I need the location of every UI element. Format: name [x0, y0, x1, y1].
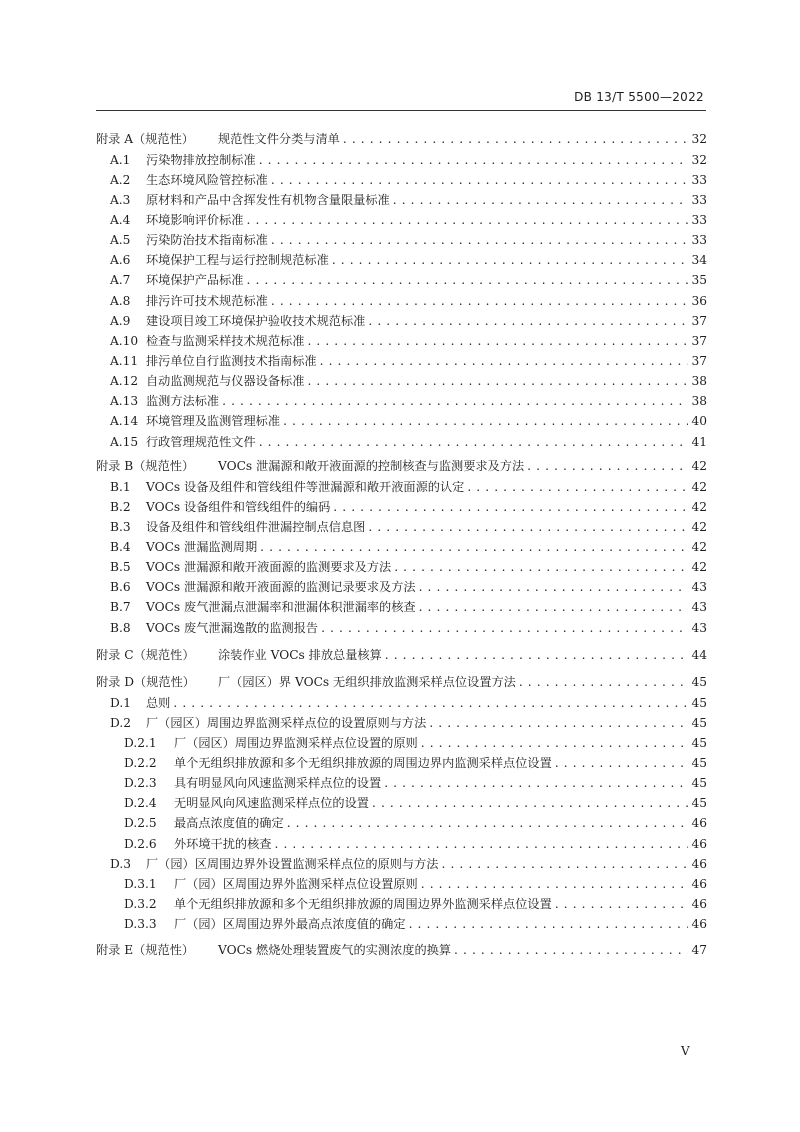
toc-entry-number: D.1	[110, 696, 131, 710]
toc-entry-number: A.4	[110, 213, 131, 227]
toc-entry-page: 47	[691, 943, 707, 957]
toc-leader-dots	[307, 371, 688, 391]
toc-entry-title: 原材料和产品中含挥发性有机物含量限量标准	[146, 193, 390, 207]
toc-entry[interactable]	[110, 597, 707, 617]
toc-entry-page: 35	[691, 273, 707, 287]
toc-entry-title: 自动监测规范与仪器设备标准	[146, 374, 305, 388]
toc-leader-dots	[307, 331, 688, 351]
toc-entry-title: 污染防治技术指南标准	[146, 233, 268, 247]
toc-entry-number: D.2.5	[124, 816, 157, 830]
toc-entry[interactable]	[124, 834, 707, 854]
toc-entry-number: 附录 A（规范性）	[96, 132, 194, 146]
toc-entry-page: 42	[691, 480, 707, 494]
toc-entry-number: D.3.1	[124, 877, 157, 891]
toc-entry-number: A.2	[110, 173, 131, 187]
toc-leader-dots	[332, 250, 688, 270]
toc-entry-number: D.3.2	[124, 897, 157, 911]
toc-entry-title: 排污单位自行监测技术指南标准	[146, 354, 317, 368]
toc-entry[interactable]	[110, 557, 707, 577]
toc-entry-title: VOCs 废气泄漏逸散的监测报告	[146, 621, 319, 635]
toc-entry-title: 涂装作业 VOCs 排放总量核算	[218, 648, 382, 662]
toc-entry-title: VOCs 泄漏监测周期	[146, 540, 258, 554]
toc-entry-number: B.4	[110, 540, 131, 554]
toc-entry-title: 具有明显风向风速监测采样点位的设置	[174, 776, 382, 790]
toc-entry-title: 设备及组件和管线组件泄漏控制点信息图	[146, 520, 366, 534]
toc-leader-dots	[555, 753, 688, 773]
toc-entry-number: D.3.3	[124, 917, 157, 931]
toc-entry-title: 厂（园）区周围边界外设置监测采样点位的原则与方法	[146, 857, 439, 871]
toc-entry-number: D.3	[110, 857, 131, 871]
toc-entry-page: 33	[691, 193, 707, 207]
toc-entry[interactable]	[110, 693, 707, 713]
toc-entry-title: 厂（园）区周围边界外监测采样点位设置原则	[174, 877, 418, 891]
toc-entry-number: A.7	[110, 273, 131, 287]
toc-entry[interactable]	[110, 391, 707, 411]
toc-entry[interactable]	[110, 331, 707, 351]
toc-entry-page: 42	[691, 520, 707, 534]
toc-entry-title: 总则	[146, 696, 171, 710]
toc-entry-page: 43	[691, 600, 707, 614]
toc-entry-number: B.3	[110, 520, 131, 534]
toc-leader-dots	[429, 713, 688, 733]
toc-entry-number: A.10	[110, 334, 139, 348]
toc-leader-dots	[247, 270, 689, 290]
toc-entry[interactable]	[124, 753, 707, 773]
toc-entry[interactable]	[110, 713, 707, 733]
toc-entry[interactable]	[110, 230, 707, 250]
toc-entry[interactable]	[110, 411, 707, 431]
toc-entry[interactable]	[110, 477, 707, 497]
toc-entry-title: 环境管理及监测管理标准	[146, 414, 281, 428]
toc-entry[interactable]	[110, 351, 707, 371]
toc-entry-number: D.2.6	[124, 837, 157, 851]
toc-leader-dots	[320, 351, 688, 371]
toc-entry-number: A.11	[110, 354, 139, 368]
toc-leader-dots	[442, 854, 689, 874]
toc-entry-title: 外环境干扰的核查	[174, 837, 272, 851]
toc-entry-title: 环境保护工程与运行控制规范标准	[146, 253, 329, 267]
toc-entry-title: VOCs 泄漏源和敞开液面源的监测要求及方法	[146, 560, 392, 574]
toc-entry-title: 行政管理规范性文件	[146, 435, 256, 449]
toc-entry[interactable]	[96, 456, 707, 476]
toc-entry-title: 生态环境风险管控标准	[146, 173, 268, 187]
toc-entry-page: 44	[691, 648, 707, 662]
toc-entry-page: 46	[691, 877, 707, 891]
toc-leader-dots	[271, 291, 688, 311]
toc-entry-number: B.5	[110, 560, 131, 574]
toc-entry-page: 43	[691, 580, 707, 594]
toc-entry-number: D.2.4	[124, 796, 157, 810]
toc-entry[interactable]	[110, 291, 707, 311]
toc-entry[interactable]	[110, 371, 707, 391]
toc-entry-title: 环境影响评价标准	[146, 213, 244, 227]
toc-entry-number: 附录 B（规范性）	[96, 459, 195, 473]
toc-entry[interactable]	[110, 190, 707, 210]
toc-entry-page: 37	[691, 334, 707, 348]
toc-leader-dots	[519, 672, 688, 692]
toc-entry-page: 42	[691, 560, 707, 574]
toc-leader-dots	[419, 597, 688, 617]
toc-leader-dots	[372, 793, 688, 813]
toc-leader-dots	[421, 733, 688, 753]
toc-entry-title: VOCs 燃烧处理装置废气的实测浓度的换算	[218, 943, 452, 957]
toc-entry[interactable]	[110, 150, 707, 170]
toc-entry-number: A.12	[110, 374, 139, 388]
toc-entry-number: B.1	[110, 480, 131, 494]
toc-entry-title: 排污许可技术规范标准	[146, 294, 268, 308]
toc-leader-dots	[333, 497, 688, 517]
toc-leader-dots	[467, 477, 688, 497]
toc-entry[interactable]	[96, 645, 707, 665]
toc-entry-page: 45	[691, 716, 707, 730]
toc-leader-dots	[259, 150, 688, 170]
toc-leader-dots	[393, 190, 688, 210]
toc-entry[interactable]	[124, 793, 707, 813]
toc-entry-page: 32	[691, 153, 707, 167]
toc-entry-page: 45	[691, 696, 707, 710]
toc-entry[interactable]	[96, 940, 707, 960]
toc-entry-number: D.2	[110, 716, 131, 730]
toc-entry-title: 最高点浓度值的确定	[174, 816, 284, 830]
toc-leader-dots	[555, 894, 688, 914]
toc-entry-number: B.6	[110, 580, 131, 594]
toc-entry-title: 厂（园区）周围边界监测采样点位设置的原则	[174, 736, 418, 750]
toc-entry-page: 42	[691, 459, 707, 473]
toc-leader-dots	[173, 693, 688, 713]
toc-leader-dots	[222, 391, 688, 411]
toc-entry-page: 45	[691, 796, 707, 810]
toc-leader-dots	[283, 411, 688, 431]
toc-entry-page: 45	[691, 756, 707, 770]
toc-entry[interactable]	[96, 672, 707, 692]
toc-entry-page: 34	[691, 253, 707, 267]
toc-entry-number: D.2.2	[124, 756, 157, 770]
toc-entry-page: 46	[691, 837, 707, 851]
toc-leader-dots	[527, 456, 688, 476]
toc-entry-page: 36	[691, 294, 707, 308]
toc-entry-page: 45	[691, 675, 707, 689]
toc-entry-number: B.2	[110, 500, 131, 514]
toc-entry[interactable]	[110, 432, 707, 452]
toc-entry-title: 检查与监测采样技术规范标准	[146, 334, 305, 348]
toc-entry-title: 污染物排放控制标准	[146, 153, 256, 167]
toc-entry-page: 45	[691, 776, 707, 790]
toc-entry-title: VOCs 设备组件和管线组件的编码	[146, 500, 331, 514]
toc-leader-dots	[419, 577, 688, 597]
toc-entry-number: D.2.1	[124, 736, 157, 750]
toc-entry-page: 40	[691, 414, 707, 428]
toc-entry[interactable]	[110, 497, 707, 517]
toc-entry[interactable]	[110, 517, 707, 537]
toc-entry-page: 33	[691, 233, 707, 247]
toc-entry-number: A.1	[110, 153, 131, 167]
toc-entry-number: B.7	[110, 600, 131, 614]
toc-leader-dots	[394, 557, 688, 577]
toc-entry[interactable]	[124, 813, 707, 833]
toc-entry-title: 建设项目竣工环境保护验收技术规范标准	[146, 314, 366, 328]
toc-leader-dots	[454, 940, 688, 960]
toc-entry[interactable]	[110, 311, 707, 331]
toc-leader-dots	[421, 874, 688, 894]
toc-entry-page: 45	[691, 736, 707, 750]
toc-entry-title: 环境保护产品标准	[146, 273, 244, 287]
toc-entry-title: VOCs 泄漏源和敞开液面源的监测记录要求及方法	[146, 580, 416, 594]
toc-entry-page: 46	[691, 897, 707, 911]
toc-leader-dots	[321, 618, 688, 638]
toc-entry[interactable]	[110, 210, 707, 230]
toc-leader-dots	[409, 914, 688, 934]
toc-entry[interactable]	[124, 914, 707, 934]
toc-entry-number: A.14	[110, 414, 139, 428]
toc-leader-dots	[260, 537, 688, 557]
toc-leader-dots	[368, 517, 688, 537]
toc-entry[interactable]	[110, 250, 707, 270]
toc-entry-number: A.5	[110, 233, 131, 247]
toc-leader-dots	[271, 170, 688, 190]
toc-entry-page: 43	[691, 621, 707, 635]
toc-entry-title: 厂（园区）周围边界监测采样点位的设置原则与方法	[146, 716, 427, 730]
toc-leader-dots	[368, 311, 688, 331]
toc-entry-number: B.8	[110, 621, 131, 635]
document-id: DB 13/T 5500—2022	[574, 90, 704, 104]
toc-entry-number: 附录 D（规范性）	[96, 675, 195, 689]
toc-entry[interactable]	[110, 537, 707, 557]
toc-entry-page: 32	[691, 132, 707, 146]
toc-entry[interactable]	[124, 773, 707, 793]
toc-leader-dots	[287, 813, 688, 833]
toc-entry-number: A.6	[110, 253, 131, 267]
toc-entry-title: 单个无组织排放源和多个无组织排放源的周围边界外监测采样点位设置	[174, 897, 552, 911]
toc-entry-number: A.9	[110, 314, 131, 328]
toc-leader-dots	[384, 773, 688, 793]
toc-leader-dots	[275, 834, 689, 854]
toc-entry-title: 监测方法标准	[146, 394, 220, 408]
toc-entry[interactable]	[110, 577, 707, 597]
toc-entry[interactable]	[96, 129, 707, 149]
toc-entry-number: D.2.3	[124, 776, 157, 790]
toc-entry-page: 37	[691, 354, 707, 368]
toc-entry[interactable]	[124, 874, 707, 894]
toc-entry-page: 42	[691, 540, 707, 554]
toc-entry-number: 附录 E（规范性）	[96, 943, 195, 957]
toc-entry-page: 42	[691, 500, 707, 514]
toc-entry-title: 无明显风向风速监测采样点位的设置	[174, 796, 369, 810]
toc-entry-number: A.13	[110, 394, 139, 408]
toc-entry-page: 46	[691, 857, 707, 871]
page-number: V	[681, 1044, 690, 1058]
toc-entry-number: A.3	[110, 193, 131, 207]
toc-entry-number: A.15	[110, 435, 139, 449]
toc-entry[interactable]	[110, 270, 707, 290]
toc-entry-page: 37	[691, 314, 707, 328]
toc-entry-page: 46	[691, 816, 707, 830]
toc-entry-title: 厂（园区）界 VOCs 无组织排放监测采样点位设置方法	[218, 675, 516, 689]
toc-entry-page: 38	[691, 394, 707, 408]
toc-entry-title: VOCs 废气泄漏点泄漏率和泄漏体积泄漏率的核查	[146, 600, 416, 614]
toc-leader-dots	[247, 210, 689, 230]
toc-entry-number: A.8	[110, 294, 131, 308]
toc-entry[interactable]	[124, 894, 707, 914]
toc-leader-dots	[259, 432, 688, 452]
toc-leader-dots	[385, 645, 688, 665]
toc-entry-title: VOCs 设备及组件和管线组件等泄漏源和敞开液面源的认定	[146, 480, 465, 494]
toc-entry[interactable]	[110, 854, 707, 874]
toc-entry-number: 附录 C（规范性）	[96, 648, 195, 662]
toc-entry[interactable]	[124, 733, 707, 753]
toc-entry-page: 41	[691, 435, 707, 449]
toc-entry-page: 33	[691, 213, 707, 227]
toc-entry-page: 46	[691, 917, 707, 931]
toc-entry[interactable]	[110, 618, 707, 638]
toc-entry-title: VOCs 泄漏源和敞开液面源的控制核查与监测要求及方法	[218, 459, 525, 473]
toc-entry-title: 单个无组织排放源和多个无组织排放源的周围边界内监测采样点位设置	[174, 756, 552, 770]
toc-entry-title: 规范性文件分类与清单	[218, 132, 340, 146]
toc-entry-title: 厂（园）区周围边界外最高点浓度值的确定	[174, 917, 406, 931]
toc-entry-page: 38	[691, 374, 707, 388]
toc-leader-dots	[271, 230, 688, 250]
toc-entry-page: 33	[691, 173, 707, 187]
toc-entry[interactable]	[110, 170, 707, 190]
toc-leader-dots	[343, 129, 688, 149]
